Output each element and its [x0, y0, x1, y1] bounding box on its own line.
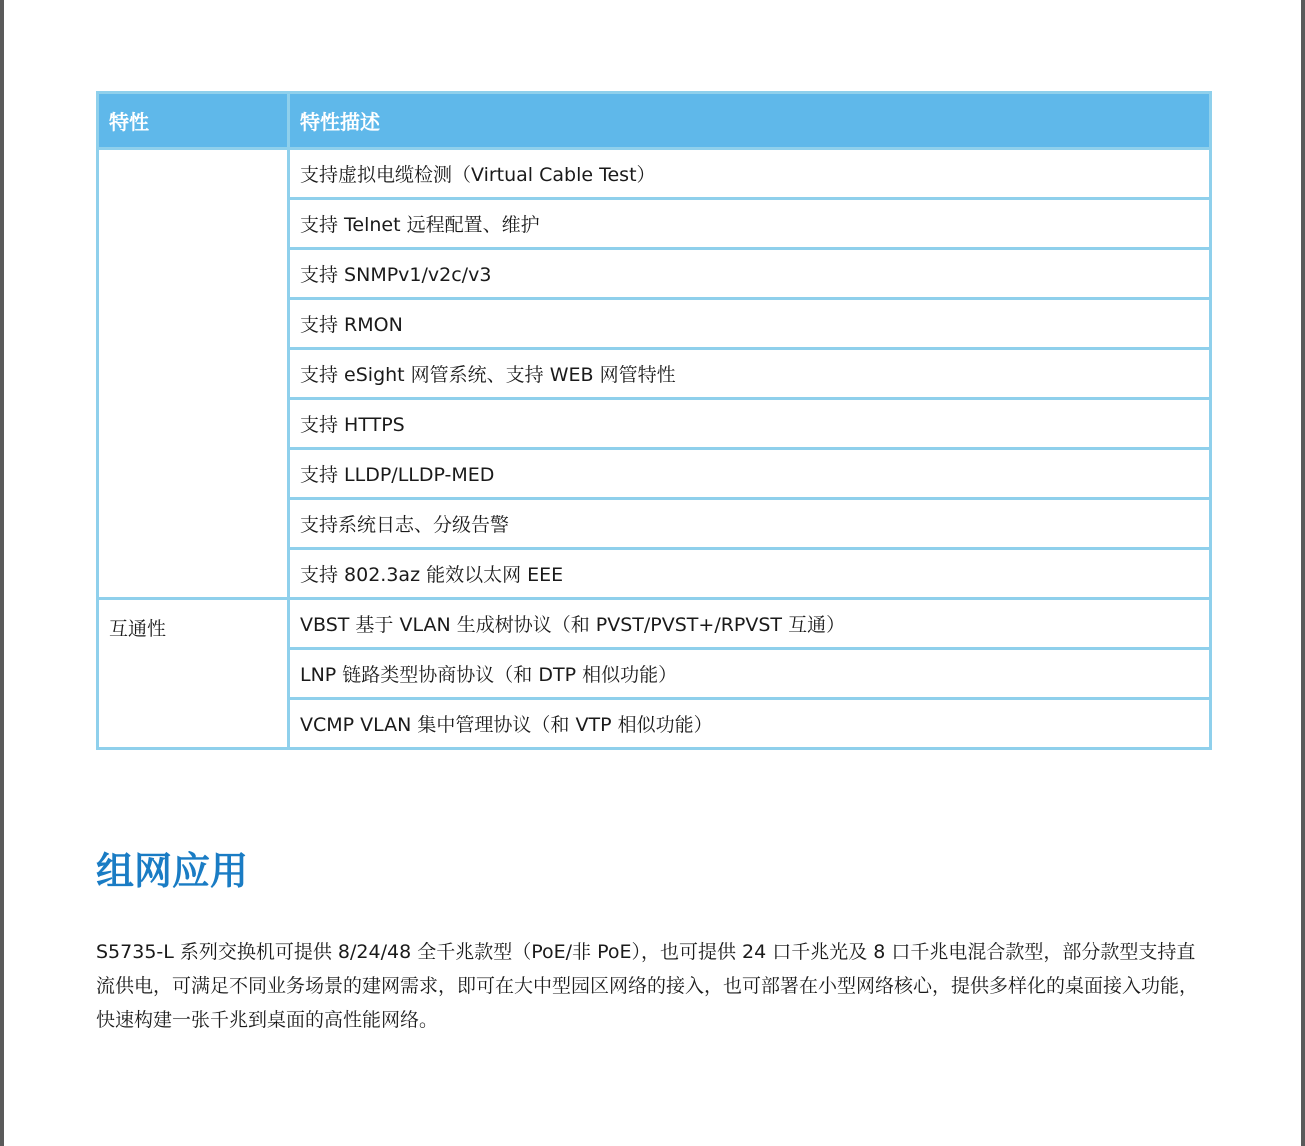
- description-cell: 支持 802.3az 能效以太网 EEE: [289, 549, 1211, 599]
- description-cell: 支持 HTTPS: [289, 399, 1211, 449]
- header-description: 特性描述: [289, 93, 1211, 149]
- header-feature: 特性: [98, 93, 289, 149]
- section-paragraph: S5735-L 系列交换机可提供 8/24/48 全千兆款型（PoE/非 PoE），也可提供 24 口千兆光及 8 口千兆电混合款型，部分款型支持直流供电，可满足不同业务场景的建网需求，即可在大中型园区网络的接入，也可部署在小型网络核心，提供多样化的桌面接入功能，快速构建一张千兆到桌面的高性能网络。: [96, 941, 1199, 1031]
- description-cell: 支持 RMON: [289, 299, 1211, 349]
- description-cell: 支持虚拟电缆检测（Virtual Cable Test）: [289, 149, 1211, 199]
- page-edge-left: [0, 0, 4, 1146]
- description-cell: 支持 Telnet 远程配置、维护: [289, 199, 1211, 249]
- feature-cell-interoperability: 互通性: [98, 599, 289, 749]
- description-cell: 支持系统日志、分级告警: [289, 499, 1211, 549]
- table-row: [98, 149, 1211, 199]
- description-cell: 支持 eSight 网管系统、支持 WEB 网管特性: [289, 349, 1211, 399]
- description-cell: VCMP VLAN 集中管理协议（和 VTP 相似功能）: [289, 699, 1211, 749]
- description-cell: 支持 LLDP/LLDP-MED: [289, 449, 1211, 499]
- feature-table: [96, 91, 1212, 750]
- description-cell: VBST 基于 VLAN 生成树协议（和 PVST/PVST+/RPVST 互通）: [289, 599, 1211, 649]
- feature-cell: [98, 149, 289, 599]
- description-cell: LNP 链路类型协商协议（和 DTP 相似功能）: [289, 649, 1211, 699]
- page-edge-right: [1301, 0, 1305, 1146]
- table-header-row: [98, 93, 1211, 149]
- table-row: [98, 599, 1211, 649]
- description-cell: 支持 SNMPv1/v2c/v3: [289, 249, 1211, 299]
- section-title: 组网应用: [96, 849, 249, 893]
